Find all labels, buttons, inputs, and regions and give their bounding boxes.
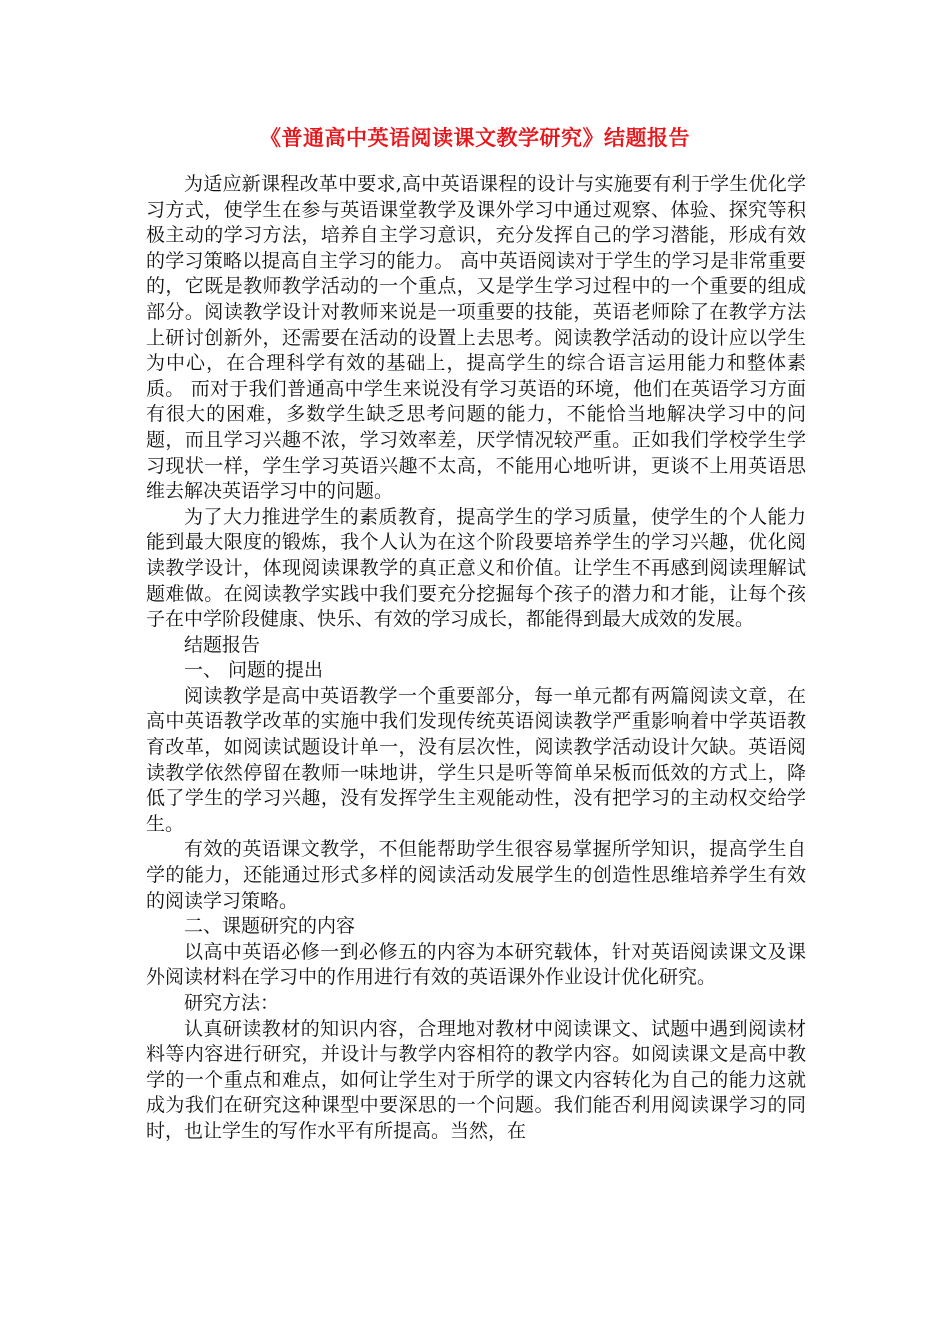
document-body bbox=[146, 172, 806, 1145]
paragraph-section-1a: 阅读教学是高中英语教学一个重要部分，每一单元都有两篇阅读文章，在高中英语教学改革的实施中我们发现传统英语阅读教学严重影响着中学英语教育改革，如阅读试题设计单一，没有层次性，阅读教学活动设计欠缺。英语阅读教学依然停留在教师一味地讲，学生只是听等简单呆板而低效的方式上，降低了学生的学习兴趣，没有发挥学生主观能动性，没有把学习的主动权交给学生。 bbox=[146, 684, 806, 835]
heading-report: 结题报告 bbox=[184, 633, 261, 656]
paragraph-section-1b: 有效的英语课文教学，不但能帮助学生很容易掌握所学知识，提高学生自学的能力，还能通过形式多样的阅读活动发展学生的创造性思维培养学生有效的阅读学习策略。 bbox=[146, 838, 806, 912]
paragraph-intro-2: 为了大力推进学生的素质教育，提高学生的学习质量，使学生的个人能力能到最大限度的锻炼，我个人认为在这个阶段要培养学生的学习兴趣，优化阅读教学设计，体现阅读课教学的真正意义和价值。让学生不再感到阅读理解试题难做。在阅读教学实践中我们要充分挖掘每个孩子的潜力和才能，让每个孩子在中学阶段健康、快乐、有效的学习成长，都能得到最大成效的发展。 bbox=[146, 505, 806, 631]
paragraph-intro-1: 为适应新课程改革中要求,高中英语课程的设计与实施要有利于学生优化学习方式，使学生在参与英语课堂教学及课外学习中通过观察、体验、探究等积极主动的学习方法，培养自主学习意识，充分发挥自己的学习潜能，形成有效的学习策略以提高自主学习的能力。 高中英语阅读对于学生的学习是非常重要的，它既是教师教学活动的一个重点，又是学生学习过程中的一个重要的组成部分。阅读教学设计对教师来说是一项重要的技能，英语老师除了在教学方法上研讨创新外，还需要在活动的设置上去思考。阅读教学活动的设计应以学生为中心，在合理科学有效的基础上，提高学生的综合语言运用能力和整体素质。 而对于我们普通高中学生来说没有学习英语的环境，他们在英语学习方面有很大的困难，多数学生缺乏思考问题的能力，不能恰当地解决学习中的问题，而且学习兴趣不浓，学习效率差，厌学情况较严重。正如我们学校学生学习现状一样，学生学习英语兴趣不太高，不能用心地听讲，更谈不上用英语思维去解决英语学习中的问题。 bbox=[146, 173, 806, 503]
heading-section-2: 二、课题研究的内容 bbox=[184, 915, 356, 938]
heading-section-1: 一、 问题的提出 bbox=[184, 659, 324, 682]
paragraph-section-2: 以高中英语必修一到必修五的内容为本研究载体，针对英语阅读课文及课外阅读材料在学习中的作用进行有效的英语课外作业设计优化研究。 bbox=[146, 940, 806, 989]
document-title: 《普通高中英语阅读课文教学研究》结题报告 bbox=[260, 125, 690, 150]
heading-methods: 研究方法： bbox=[184, 992, 280, 1014]
paragraph-methods: 认真研读教材的知识内容，合理地对教材中阅读课文、试题中遇到阅读材料等内容进行研究，并设计与教学内容相符的教学内容。如阅读课文是高中教学的一个重点和难点，如何让学生对于所学的课文内容转化为自己的能力这就成为我们在研究这种课型中要深思的一个问题。我们能否利用阅读课学习的同时，也让学生的写作水平有所提高。当然，在 bbox=[146, 1017, 806, 1142]
